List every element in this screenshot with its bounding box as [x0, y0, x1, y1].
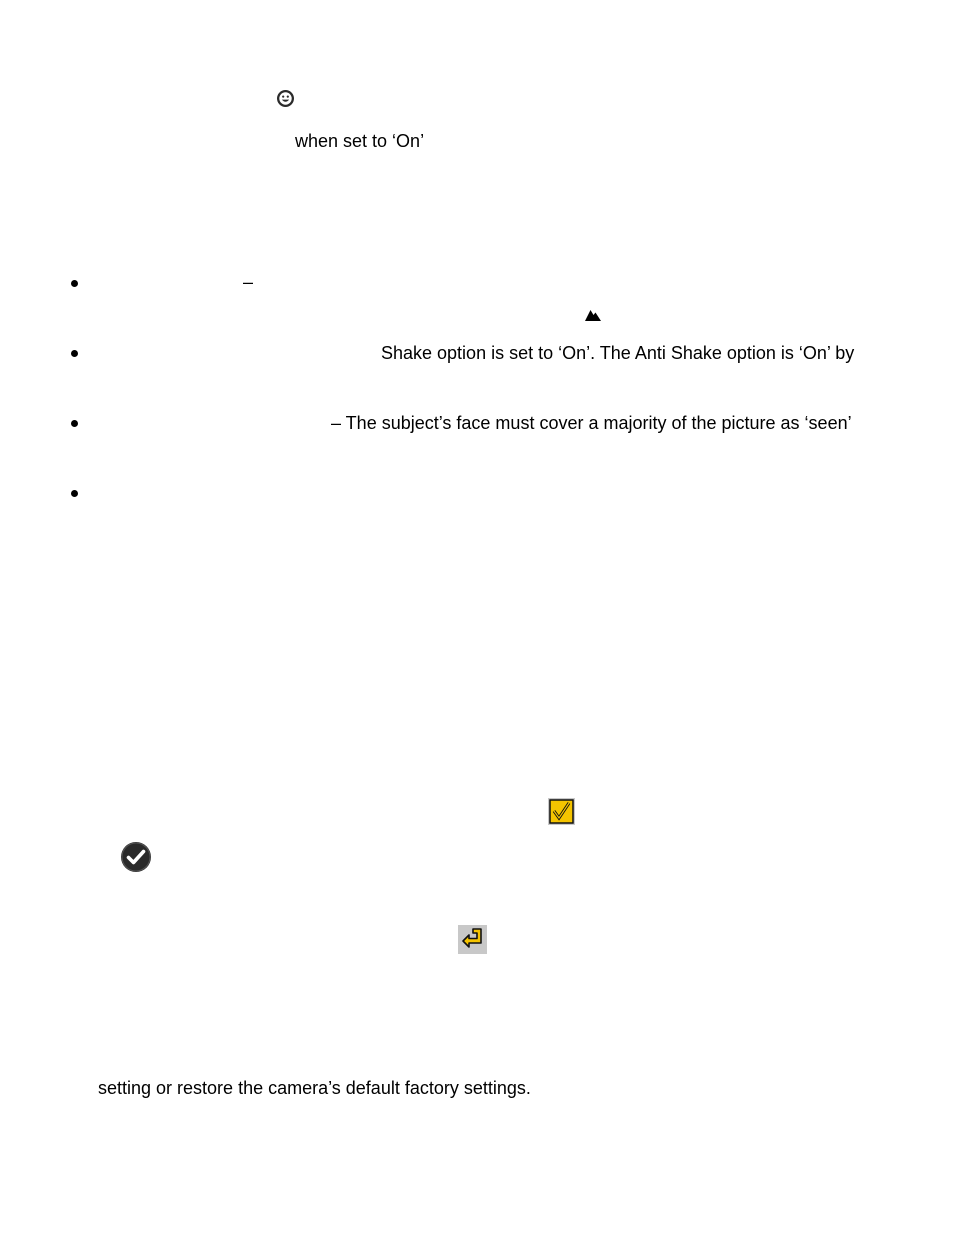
mountain-icon — [585, 309, 601, 321]
smiley-face-icon — [276, 89, 295, 108]
bullet-text-1: – — [243, 272, 254, 292]
intro-text: when set to ‘On’ — [295, 131, 425, 151]
bullet-dot — [71, 280, 78, 287]
footer-text: setting or restore the camera’s default factory settings. — [98, 1078, 531, 1098]
yellow-checkmark-box-icon — [548, 798, 575, 825]
black-circle-checkmark-icon — [120, 841, 152, 873]
yellow-return-arrow-icon — [458, 925, 487, 954]
bullet-dot — [71, 420, 78, 427]
bullet-text-2: Shake option is set to ‘On’. The Anti Shake option is ‘On’ by — [381, 343, 855, 363]
bullet-text-3: – The subject’s face must cover a majority of the picture as ‘seen’ — [331, 413, 852, 433]
bullet-dot — [71, 490, 78, 497]
bullet-dot — [71, 350, 78, 357]
